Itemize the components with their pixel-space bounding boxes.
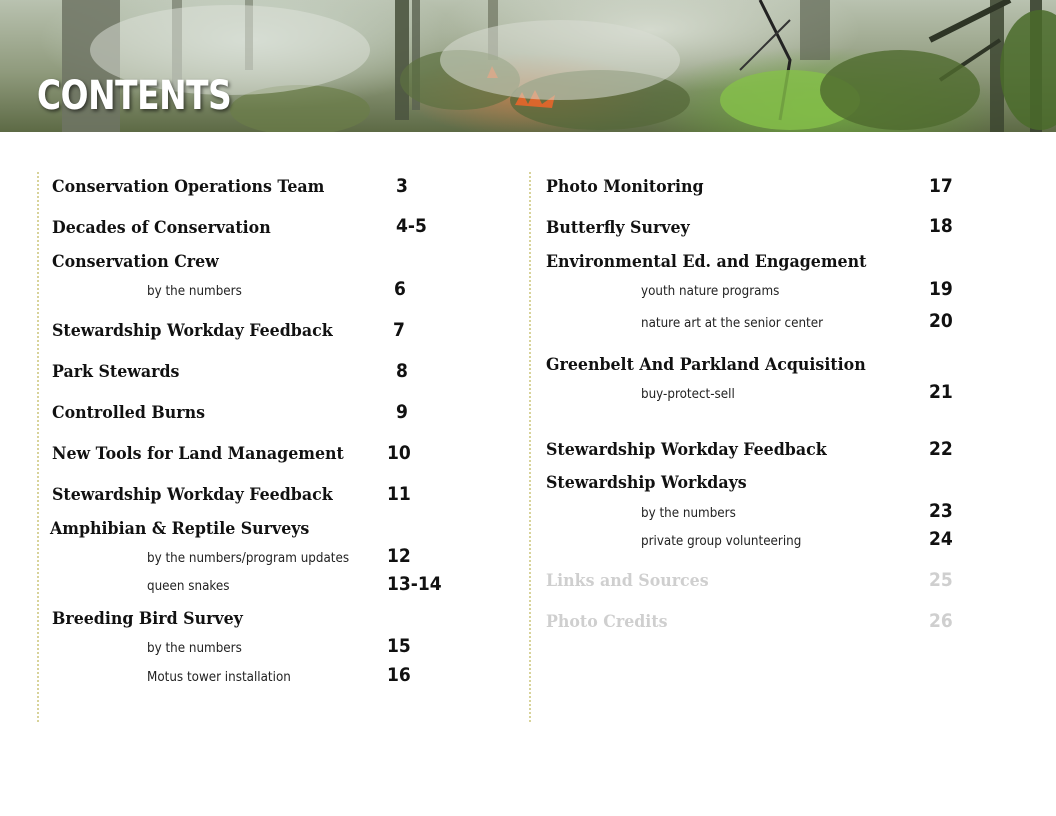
toc-entry-title[interactable]: Decades of Conservation <box>52 218 271 238</box>
toc-entry-title[interactable]: Conservation Operations Team <box>52 177 325 197</box>
toc-page-number: 9 <box>396 401 408 423</box>
toc-entry-title[interactable]: Amphibian & Reptile Surveys <box>50 519 310 539</box>
toc-subentry[interactable]: by the numbers <box>147 641 242 656</box>
toc-page-number: 4-5 <box>396 215 427 237</box>
toc-page-number: 22 <box>929 438 953 460</box>
toc-entry-title[interactable]: Conservation Crew <box>52 252 219 272</box>
toc-page-number: 6 <box>394 278 406 300</box>
toc-subentry[interactable]: youth nature programs <box>641 284 780 299</box>
toc-page-number: 26 <box>929 610 953 632</box>
toc-page-number: 3 <box>396 175 408 197</box>
toc-page-number: 10 <box>387 442 411 464</box>
toc-page-number: 12 <box>387 545 411 567</box>
toc-subentry[interactable]: Motus tower installation <box>147 670 291 685</box>
toc-entry-title[interactable]: New Tools for Land Management <box>52 444 344 464</box>
toc-page-number: 23 <box>929 500 953 522</box>
toc-entry-title[interactable]: Stewardship Workday Feedback <box>52 485 333 505</box>
toc-page-number: 24 <box>929 528 953 550</box>
toc-page-number: 13-14 <box>387 573 442 595</box>
toc-page-number: 15 <box>387 635 411 657</box>
toc-page-number: 16 <box>387 664 411 686</box>
toc-entry-title[interactable]: Photo Monitoring <box>546 177 704 197</box>
toc-subentry[interactable]: buy-protect-sell <box>641 387 735 402</box>
toc-page-number: 19 <box>929 278 953 300</box>
toc-page-number: 25 <box>929 569 953 591</box>
toc-subentry[interactable]: private group volunteering <box>641 534 802 549</box>
toc-subentry[interactable]: by the numbers <box>641 506 736 521</box>
toc-subentry[interactable]: by the numbers <box>147 284 242 299</box>
toc-entry-title[interactable]: Park Stewards <box>52 362 180 382</box>
toc-entry-title[interactable]: Environmental Ed. and Engagement <box>546 252 867 272</box>
toc-page-number: 7 <box>393 319 405 341</box>
toc-subentry[interactable]: by the numbers/program updates <box>147 551 350 566</box>
toc-page-number: 17 <box>929 175 953 197</box>
toc-page-number: 8 <box>396 360 408 382</box>
toc-page-number: 11 <box>387 483 411 505</box>
toc-entry-title[interactable]: Controlled Burns <box>52 403 206 423</box>
toc-page-number: 21 <box>929 381 953 403</box>
toc-page-number: 18 <box>929 215 953 237</box>
toc-entry-title[interactable]: Greenbelt And Parkland Acquisition <box>546 355 866 375</box>
toc-entry-title[interactable]: Butterfly Survey <box>546 218 690 238</box>
toc-entry-title[interactable]: Photo Credits <box>546 612 668 632</box>
toc-subentry[interactable]: queen snakes <box>147 579 230 594</box>
toc-subentry[interactable]: nature art at the senior center <box>641 316 823 331</box>
toc-page-number: 20 <box>929 310 953 332</box>
toc-entry-title[interactable]: Stewardship Workdays <box>546 473 747 493</box>
toc-entry-title[interactable]: Stewardship Workday Feedback <box>546 440 827 460</box>
toc-entry-title[interactable]: Links and Sources <box>546 571 709 591</box>
toc-entry-title[interactable]: Breeding Bird Survey <box>52 609 243 629</box>
page-title: CONTENTS <box>37 73 232 119</box>
toc-entry-title[interactable]: Stewardship Workday Feedback <box>52 321 333 341</box>
